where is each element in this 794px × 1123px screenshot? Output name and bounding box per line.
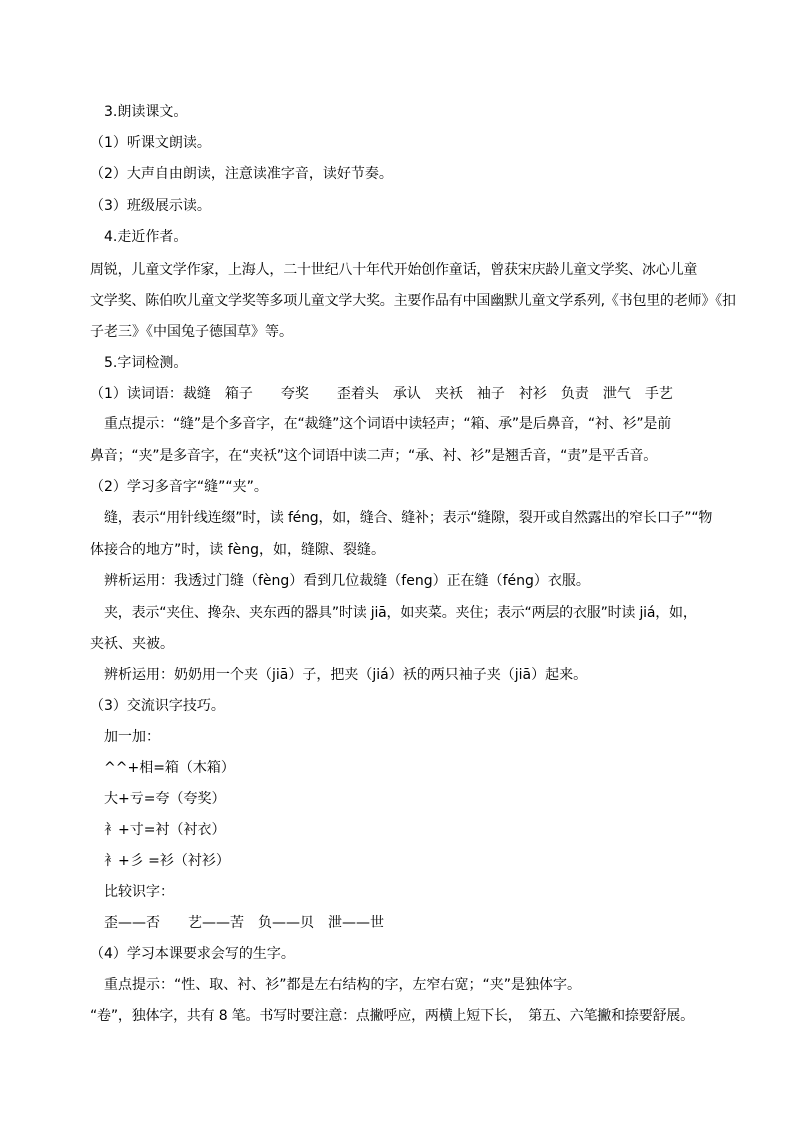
text-line: “卷”，独体字，共有 8 笔。书写时要注意：点撇呼应，两横上短下长， 第五、六笔撇和捺要舒展。 [90, 1008, 694, 1024]
text-line: 鼻音；“夹”是多音字，在“夹袄”这个词语中读二声；“承、衬、衫”是翘舌音，“责”是平舌音。 [90, 448, 658, 464]
text-line: 衤+寸=衬（衬衣） [104, 822, 226, 838]
text-line: 缝，表示“用针线连缀”时，读 féng，如，缝合、缝补；表示“缝隙，裂开或自然露出的窄长口子”“物 [104, 510, 713, 526]
text-line: 歪——否 艺——苦 负——贝 泄——世 [104, 915, 384, 931]
heading-read-aloud: 3.朗读课文。 [104, 104, 188, 120]
text-line: 周锐，儿童文学作家，上海人，二十世纪八十年代开始创作童话，曾获宋庆龄儿童文学奖、冰心儿童 [90, 262, 698, 278]
heading-word-check: 5.字词检测。 [104, 355, 188, 371]
text-line: 夹，表示“夹住、搀杂、夹东西的器具”时读 jiā，如夹菜。夹住；表示“两层的衣服”时读 jiá，如， [104, 605, 697, 621]
text-line: 子老三》《中国兔子德国草》等。 [90, 324, 293, 340]
text-line: （2）学习多音字“缝”“夹”。 [90, 479, 268, 495]
text-line: ^^+相=箱（木箱） [104, 760, 235, 776]
heading-author: 4.走近作者。 [104, 229, 188, 245]
text-line: （1）听课文朗读。 [90, 135, 211, 151]
text-line: （1）读词语：裁缝 箱子 夸奖 歪着头 承认 夹袄 袖子 衬衫 负责 泄气 手艺 [90, 386, 673, 402]
text-line: 重点提示：“性、取、衬、衫”都是左右结构的字，左窄右宽；“夹”是独体字。 [104, 977, 582, 993]
text-line: 衤+彡 =衫（衬衫） [104, 853, 230, 869]
text-line: 体接合的地方”时，读 fèng，如，缝隙、裂缝。 [90, 542, 386, 558]
text-line: 比较识字： [104, 884, 174, 900]
text-line: 文学奖、陈伯吹儿童文学奖等多项儿童文学大奖。主要作品有中国幽默儿童文学系列,《书包里的老师》《扣 [90, 293, 736, 309]
text-line: 大+亏=夸（夸奖） [104, 791, 226, 807]
text-line: 重点提示：“缝”是个多音字，在“裁缝”这个词语中读轻声；“箱、承”是后鼻音，“衬、衫”是前 [104, 416, 672, 432]
text-line: 辨析运用：我透过门缝（fèng）看到几位裁缝（feng）正在缝（féng）衣服。 [104, 573, 590, 589]
text-line: （2）大声自由朗读，注意读准字音，读好节奏。 [90, 166, 393, 182]
text-line: 夹袄、夹被。 [90, 636, 174, 652]
text-line: （3）班级展示读。 [90, 198, 211, 214]
text-line: （3）交流识字技巧。 [90, 698, 225, 714]
text-line: 加一加： [104, 729, 160, 745]
text-line: （4）学习本课要求会写的生字。 [90, 946, 295, 962]
text-line: 辨析运用：奶奶用一个夹（jiā）子，把夹（jiá）袄的两只袖子夹（jiā）起来。 [104, 667, 588, 683]
